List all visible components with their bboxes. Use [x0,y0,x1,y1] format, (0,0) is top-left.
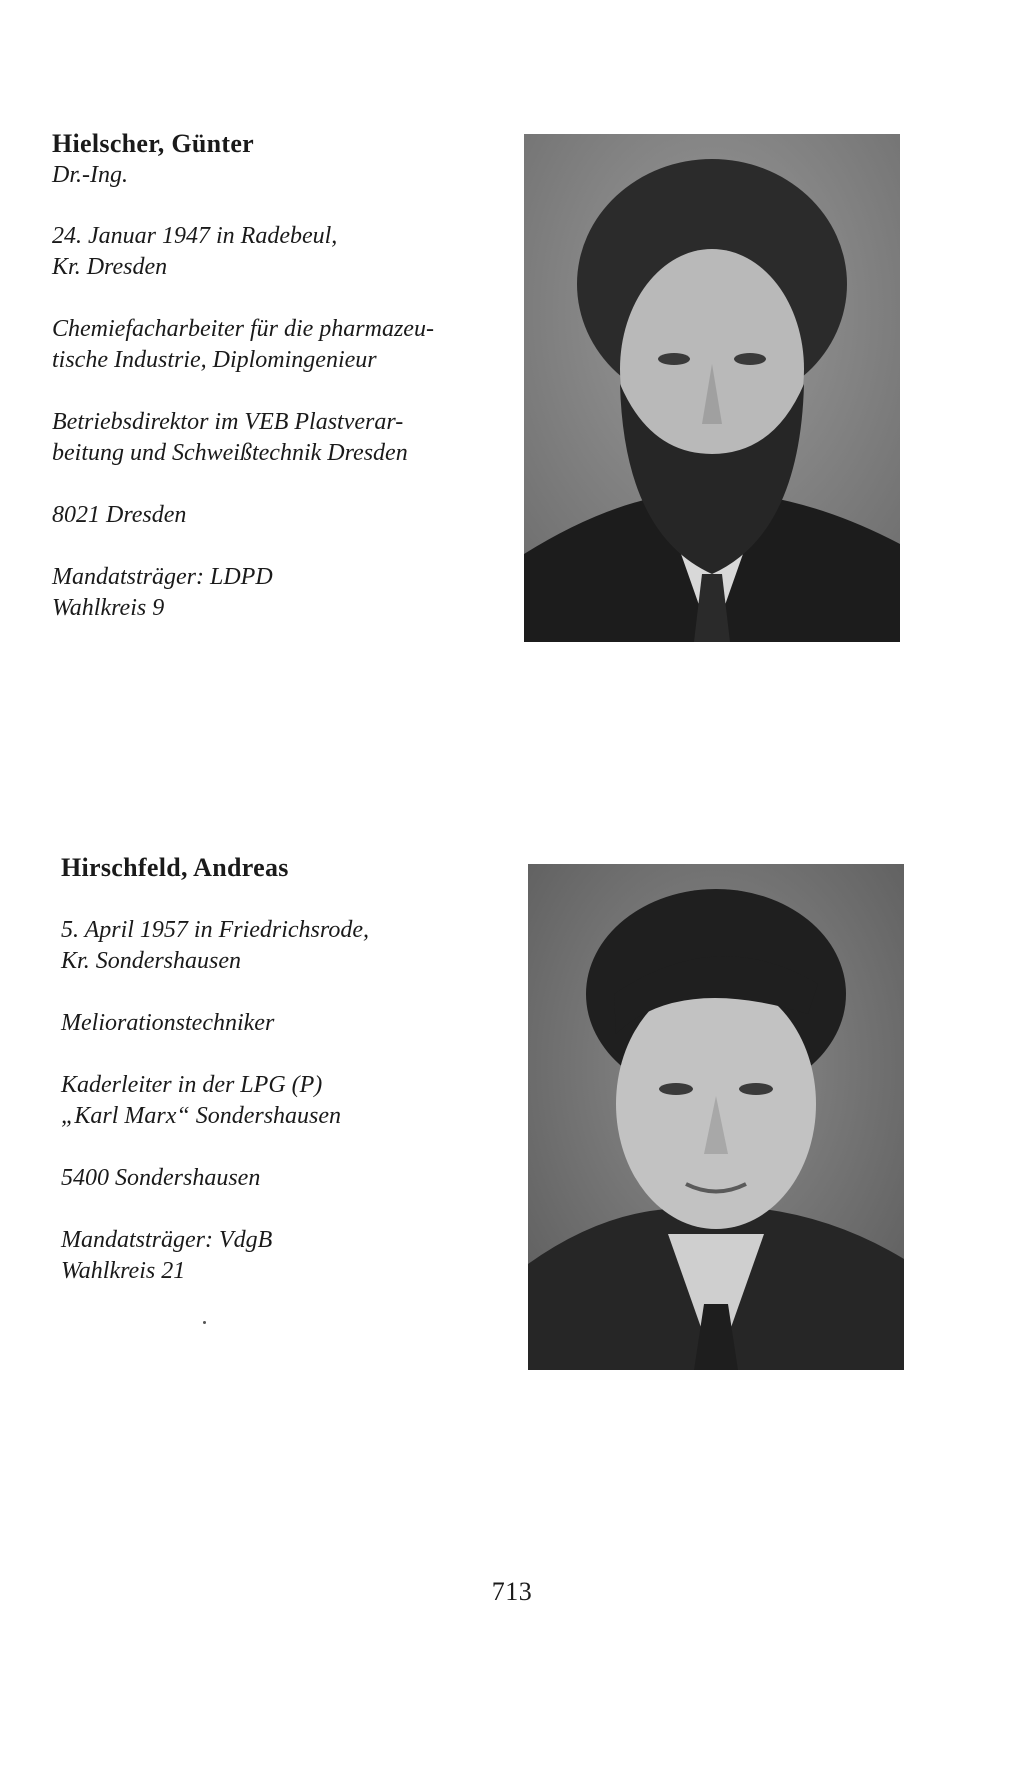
training-info [61,1008,501,1039]
residence-line: 5400 Sondershausen [61,1165,261,1191]
print-speck [203,1321,206,1324]
position-info [52,407,492,469]
mandate-line: Mandatsträger: LDPD [52,564,273,590]
position-line: beitung und Schweißtechnik Dresden [52,440,408,466]
entry-hielscher [0,0,1024,700]
position-line: Kaderleiter in der LPG (P) [61,1072,323,1098]
birth-line: 5. April 1957 in Friedrichsrode, [61,917,369,943]
residence-line: 8021 Dresden [52,502,187,528]
page-number: 713 [491,1577,533,1606]
birth-info [52,221,492,283]
training-line: Chemiefacharbeiter für die pharmazeu- [52,316,434,342]
mandate-line: Mandatsträger: VdgB [61,1227,273,1253]
mandate-info [61,1225,501,1287]
entry-text [52,128,492,624]
portrait-photo-icon [524,134,900,642]
entry-text [61,852,501,1287]
constituency-line: Wahlkreis 21 [61,1258,186,1284]
portrait-photo-icon [528,864,904,1370]
academic-title: Dr.-Ing. [52,162,128,188]
position-line: Betriebsdirektor im VEB Plastverar- [52,409,404,435]
person-name: Hirschfeld, Andreas [61,853,289,882]
mandate-info [52,562,492,624]
birth-line: Kr. Dresden [52,254,168,280]
birth-info [61,915,501,977]
birth-line: Kr. Sondershausen [61,948,242,974]
entry-hirschfeld [0,730,1024,1430]
position-info [61,1070,501,1132]
training-line: Meliorationstechniker [61,1010,275,1036]
person-name: Hielscher, Günter [52,129,255,158]
constituency-line: Wahlkreis 9 [52,595,165,621]
training-line: tische Industrie, Diplomingenieur [52,347,377,373]
residence-info [61,1163,501,1194]
training-info [52,314,492,376]
position-line: „Karl Marx“ Sondershausen [61,1103,342,1129]
birth-line: 24. Januar 1947 in Radebeul, [52,223,338,249]
residence-info [52,500,492,531]
